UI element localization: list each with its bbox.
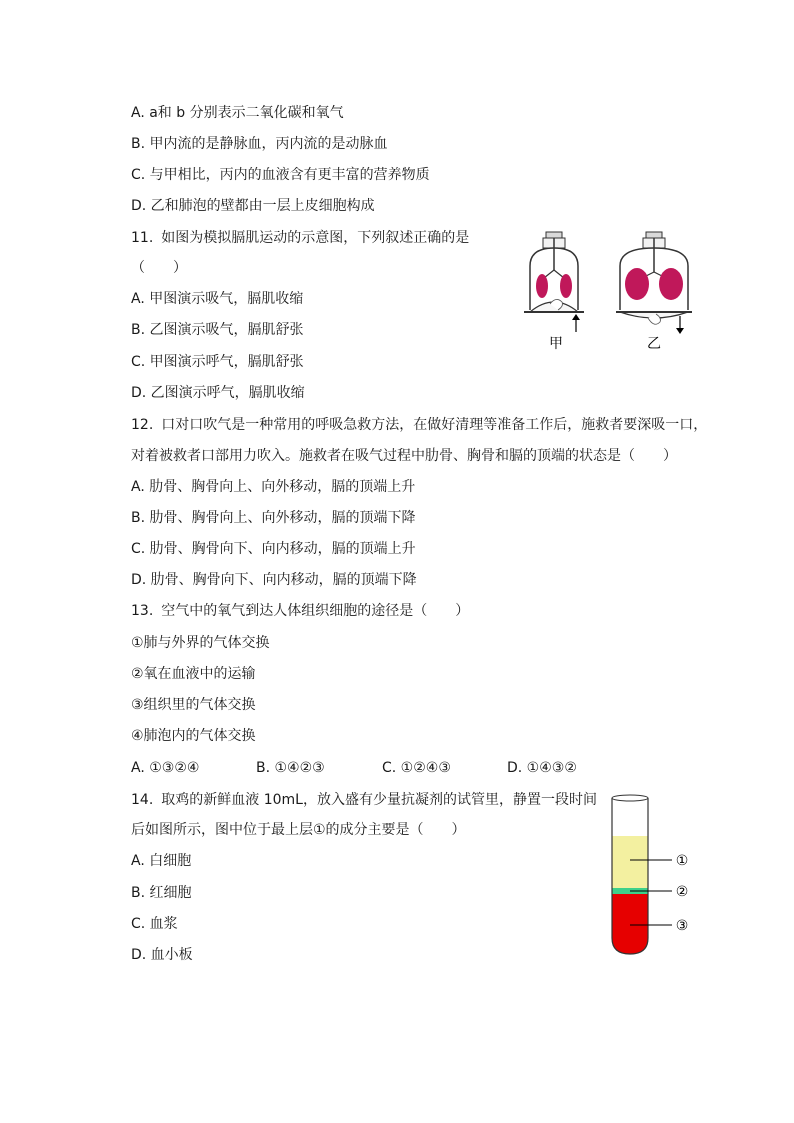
q13-item-1: ①肺与外界的气体交换 (131, 635, 270, 651)
q12-stem-cont: 对着被救者口部用力吹入。施救者在吸气过程中肋骨、胸骨和膈的顶端的状态是（ ） (131, 448, 677, 464)
layer-label-3: ③ (675, 918, 689, 934)
q13-option-c: C. ①②④③ (382, 760, 451, 776)
q13-item-4: ④肺泡内的气体交换 (131, 728, 256, 744)
q12-option-b: B. 肋骨、胸骨向上、向外移动，膈的顶端下降 (131, 510, 416, 526)
q13-item-3: ③组织里的气体交换 (131, 697, 256, 713)
diaphragm-model-figure (520, 228, 700, 362)
q14-option-b: B. 红细胞 (131, 885, 192, 901)
figure-label-yi: 乙 (647, 336, 661, 352)
q12-stem-text: 口对口吹气是一种常用的呼吸急救方法，在做好清理等准备工作后，施救者要深吸一口， (161, 417, 708, 433)
layer-label-2: ② (675, 884, 689, 900)
bell-jar-jia (524, 232, 584, 332)
q11-option-b: B. 乙图演示吸气，膈肌舒张 (131, 322, 304, 338)
q12-option-d: D. 肋骨、胸骨向下、向内移动，膈的顶端下降 (131, 572, 417, 588)
q13-number: 13. (131, 603, 154, 619)
q11-option-a: A. 甲图演示吸气，膈肌收缩 (131, 291, 304, 307)
test-tube-figure (600, 790, 700, 964)
q13-stem-text: 空气中的氧气到达人体组织细胞的途径是（ ） (161, 603, 470, 619)
q12-number: 12. (131, 417, 154, 433)
lung-right-yi (659, 268, 683, 300)
q14-stem-cont: 后如图所示，图中位于最上层①的成分主要是（ ） (131, 822, 466, 838)
q14-option-a: A. 白细胞 (131, 853, 192, 869)
q14-option-c: C. 血浆 (131, 916, 178, 932)
q13-option-b: B. ①④②③ (256, 760, 325, 776)
q10-option-d: D. 乙和肺泡的壁都由一层上皮细胞构成 (131, 198, 375, 214)
q13-option-a: A. ①③②④ (131, 760, 200, 776)
layer-plasma (612, 836, 648, 888)
lung-right-jia (560, 274, 572, 298)
q13-option-d: D. ①④③② (507, 760, 577, 776)
q14-option-d: D. 血小板 (131, 947, 193, 963)
q11-stem-text: 如图为模拟膈肌运动的示意图，下列叙述正确的是 (161, 230, 470, 246)
lung-left-jia (536, 274, 548, 298)
q12-stem (131, 415, 707, 435)
q14-number: 14. (131, 792, 154, 808)
q10-option-c: C. 与甲相比，丙内的血液含有更丰富的营养物质 (131, 167, 430, 183)
q11-option-d: D. 乙图演示呼气，膈肌收缩 (131, 385, 305, 401)
q12-option-a: A. 肋骨、胸骨向上、向外移动，膈的顶端上升 (131, 479, 416, 495)
q13-item-2: ②氧在血液中的运输 (131, 666, 256, 682)
bell-jar-yi (616, 232, 692, 334)
q11-stem-cont: （ ） (131, 260, 187, 276)
q14-stem (131, 790, 597, 810)
q13-stem (131, 601, 469, 621)
q14-stem-text: 取鸡的新鲜血液 10mL，放入盛有少量抗凝剂的试管里，静置一段时间 (161, 792, 597, 808)
q12-option-c: C. 肋骨、胸骨向下、向内移动，膈的顶端上升 (131, 541, 416, 557)
q10-option-b: B. 甲内流的是静脉血，丙内流的是动脉血 (131, 136, 388, 152)
lung-left-yi (625, 268, 649, 300)
q11-option-c: C. 甲图演示呼气，膈肌舒张 (131, 354, 304, 370)
q11-number: 11. (131, 230, 154, 246)
q10-option-a: A. a和 b 分别表示二氧化碳和氧气 (131, 105, 344, 121)
figure-label-jia: 甲 (549, 336, 563, 352)
q11-stem (131, 228, 469, 248)
layer-label-1: ① (675, 853, 689, 869)
